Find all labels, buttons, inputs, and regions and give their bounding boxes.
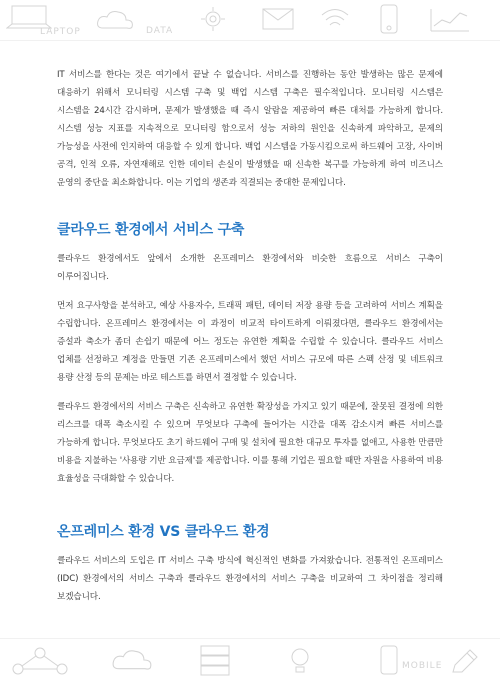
gear-doodle-icon — [200, 6, 226, 32]
wifi-doodle-icon — [320, 6, 350, 30]
cloud-paragraph-1: 클라우드 환경에서도 앞에서 소개한 온프레미스 환경에서와 비슷한 흐름으로 서비스 구축이 이루어집니다. — [57, 254, 443, 282]
lightbulb-doodle-icon — [290, 647, 310, 677]
phone-doodle-icon — [380, 4, 398, 34]
compare-section-heading: 온프레미스 환경 VS 클라우드 환경 — [57, 524, 270, 540]
cloud-paragraph-3: 클라우드 환경에서의 서비스 구축은 신속하고 유연한 확장성을 가지고 있기 때문에, 잘못된 결정에 의한 리스크를 대폭 축소시킬 수 있으며 무엇보다 구축에 들어가는 시간을 대폭 감소시켜 빠른 서비스를 가능하게 합니다. 무엇보다도 초기 하드웨어 구매 및 설치에 필요한 대규모 투자를 없애고, 사용한 만큼만 비용을 지불하는 '사용량 기반 요금제'를 제공합니다. 이를 통해 기업은 필요할 때만 자원을 사용하여 비용 효율성을 극대화할 수 있습니다. — [57, 402, 443, 484]
bottom-doodle-border — [0, 638, 500, 683]
top-doodle-border — [0, 0, 500, 41]
cloud-paragraph-2: 먼저 요구사항을 분석하고, 예상 사용자수, 트래픽 패턴, 데이터 저장 용량 등을 고려하여 서비스 계획을 수립합니다. 온프레미스 환경에서는 이 과정이 비교적 타이트하게 이뤄졌다면, 클라우드 환경에서는 증설과 축소가 좀더 손쉽기 때문에 어느 정도는 유연한 계획을 수립할 수 있습니다. 클라우드 서비스 업체를 선정하고 계정을 만들면 기존 온프레미스에서 했던 서비스 규모에 따른 스펙 산정 및 네트워크 용량 산정 등의 문제는 바로 테스트를 하면서 결정할 수 있습니다. — [57, 301, 443, 383]
mobile-doodle-label: MOBILE — [402, 661, 443, 671]
laptop-doodle-label: LAPTOP — [40, 27, 81, 37]
compare-paragraph: 클라우드 서비스의 도입은 IT 서비스 구축 방식에 혁신적인 변화를 가져왔습니다. 전통적인 온프레미스(IDC) 환경에서의 서비스 구축과 클라우드 환경에서의 서비스 구축을 비교하여 그 차이점을 정리해 보겠습니다. — [57, 556, 443, 602]
cloud-doodle-icon — [110, 647, 154, 673]
cloud-doodle-icon — [95, 8, 135, 32]
network-doodle-icon — [10, 645, 70, 677]
pencil-doodle-icon — [450, 647, 480, 675]
document-body — [57, 66, 443, 617]
cloud-section-heading: 클라우드 환경에서 서비스 구축 — [57, 222, 245, 238]
mail-doodle-icon — [262, 8, 294, 30]
server-doodle-icon — [200, 645, 230, 677]
chart-doodle-icon — [430, 8, 470, 32]
intro-paragraph: IT 서비스를 한다는 것은 여기에서 끝날 수 없습니다. 서비스를 진행하는 동안 발생하는 많은 문제에 대응하기 위해서 모니터링 시스템 구축 및 백업 시스템 구축은 필수적입니다. 모니터링 시스템은 시스템을 24시간 감시하며, 문제가 발생했을 때 즉시 알람을 제공하여 빠른 대처를 가능하게 합니다. 시스템 성능 지표를 지속적으로 모니터링 함으로서 성능 저하의 원인을 신속하게 파악하고, 문제의 가능성을 사전에 인지하여 대응할 수 있게 합니다. 백업 시스템을 가동시킴으로써 하드웨어 고장, 사이버 공격, 인적 오류, 자연재해로 인한 데이터 손실이 발생했을 때 신속한 복구를 가능하게 하여 비즈니스 운영의 중단을 최소화합니다. 이는 기업의 생존과 직결되는 중대한 문제입니다. — [57, 70, 443, 188]
mobile-doodle-icon — [380, 645, 398, 675]
data-doodle-label: DATA — [146, 26, 174, 36]
